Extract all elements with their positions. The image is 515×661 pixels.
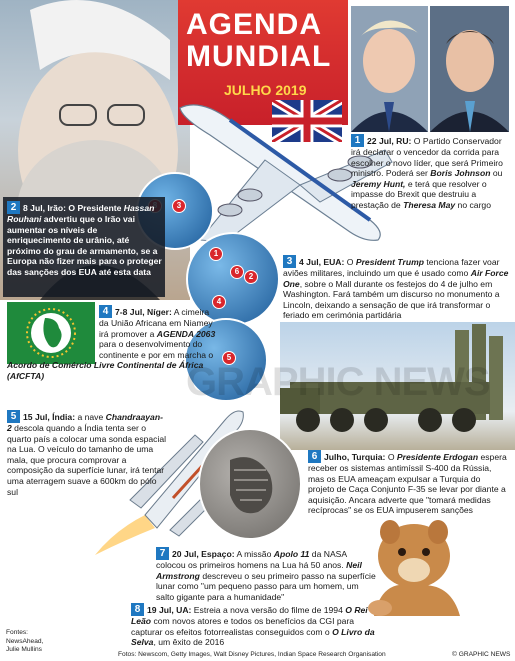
event-7-text: 7 20 Jul, Espaço: A missão Apolo 11 da NASA colocou os primeiros homens na Lua há 50 anos. Neil Armstrong descreveu o seu primeiro passo na superfície lunar como "um pequeno passo para um homem, um salto gigante para a humanidade" — [156, 548, 376, 602]
event-3-text: 3 4 Jul, EUA: O President Trump tenciona fazer voar aviões militares, incluindo um que é usado como Air Force One, sobre o Mall durante os festejos do 4 de julho em Washington. Fará também um discurso no monumento a Lincoln, deixando a sensação de que irá transformar o feriado em cerimónia partidária — [283, 256, 509, 321]
event-7-date: 20 Jul, Espaço: — [172, 549, 235, 559]
map-marker-3: 3 — [172, 199, 186, 213]
event-3-date: 4 Jul, EUA: — [299, 257, 345, 267]
event-1-date: 22 Jul, RU: — [367, 136, 412, 146]
event-5-date: 15 Jul, Índia: — [23, 412, 76, 422]
event-2-text: 2 8 Jul, Irão: O Presidente Hassan Rouhani advertiu que o Irão vai aumentar os níveis de enriquecimento de urânio, até próximo do grau de armamento, se a Europa não fizer mais para o proteger das sanções dos EUA até esta data — [7, 202, 162, 277]
event-8-number: 8 — [131, 603, 144, 616]
event-5-number: 5 — [7, 410, 20, 423]
map-marker-2: 2 — [244, 270, 258, 284]
page-title-line2: MUNDIAL — [186, 40, 332, 73]
event-4-text: 4 7-8 Jul, Níger: A cimeira da União Africana em Niamey irá promover a AGENDA 2063 para o desenvolvimento do continente e por em marcha o Acordo de Comércio Livre Continental de África (AfCFTA) — [7, 306, 216, 381]
sources-note: Fontes: NewsAhead, Julie Mullins — [6, 629, 44, 653]
event-3-number: 3 — [283, 255, 296, 268]
jeremy-hunt-photo — [430, 6, 509, 132]
event-5-text: 5 15 Jul, Índia: a nave Chandraayan-2 descola quando a Índia tenta ser o quarto país a colocar uma sonda espacial na Lua. O veículo do tamanho de uma mala, que procura comprovar a composição da superfície lunar, irá tentar uma aterragem suave a 600km do pólo sul — [7, 411, 167, 497]
page-title-line1: AGENDA — [186, 8, 323, 41]
event-2-number: 2 — [7, 201, 20, 214]
copyright-credit: © GRAPHIC NEWS — [452, 651, 511, 658]
event-6-number: 6 — [308, 450, 321, 463]
event-8-date: 19 Jul, UA: — [147, 605, 192, 615]
photo-credits: Fotos: Newscom, Getty Images, Walt Disney Pictures, Indian Space Research Organisation — [118, 651, 386, 658]
event-6-date: Julho, Turquia: — [324, 452, 386, 462]
map-marker-1: 1 — [209, 247, 223, 261]
moon-footprint-image — [198, 428, 302, 540]
event-1-number: 1 — [351, 134, 364, 147]
event-4-number: 4 — [99, 305, 112, 318]
event-8-text: 8 19 Jul, UA: Estreia a nova versão do filme de 1994 O Rei Leão com novos atores e todos os benefícios da CGI para capturar os efeitos fotorrealistas conseguidos com o O Livro da Selva, um êxito de 2016 — [131, 604, 375, 648]
map-marker-4: 4 — [212, 295, 226, 309]
page-subtitle: JULHO 2019 — [224, 82, 307, 98]
watermark: GRAPHIC NEWS — [186, 360, 490, 404]
event-6-text: 6 Julho, Turquia: O Presidente Erdogan espera receber os sistemas antimíssil S-400 da Rússia, mas os EUA ameaçam expulsar a Turquia do projeto de Caça Conjunto F-35 se levar por diante a aquisição. Ancara adverte que "tomará medidas recíprocas" se os EUA impuserem sanções — [308, 451, 507, 516]
map-marker-5: 5 — [222, 351, 236, 365]
event-4-date: 7-8 Jul, Níger: — [115, 307, 172, 317]
map-marker-6: 6 — [230, 265, 244, 279]
event-1-text: 1 22 Jul, RU: O Partido Conservador irá declarar o vencedor da corrida para escolher o novo líder, que será Primeiro ministro. Poderá ser Boris Johnson ou Jeremy Hunt, e terá que resolver o impasse do Brexit que destruiu a prestação de Theresa May no cargo — [351, 135, 503, 210]
event-7-number: 7 — [156, 547, 169, 560]
event-2-date: 8 Jul, Irão: — [23, 203, 66, 213]
